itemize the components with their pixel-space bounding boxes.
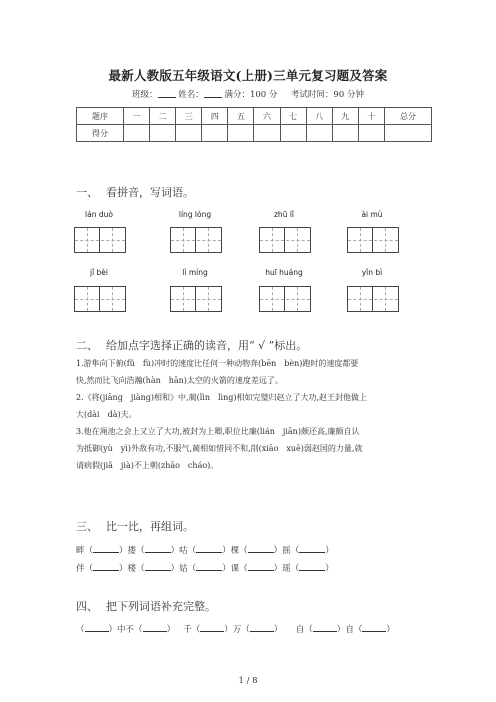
writing-grid[interactable] <box>259 286 311 312</box>
section-4-heading <box>76 598 216 614</box>
score-input-cell[interactable] <box>150 125 176 142</box>
section-2-heading <box>76 337 307 353</box>
idiom-part: 自 <box>295 625 305 635</box>
passage-line: 1.游隼向下俯(fǔ fù)冲时的速度比任何一种动物奔(bēn bèn)跑时的速度都要 <box>76 359 359 368</box>
answer-blank[interactable] <box>145 562 171 571</box>
section-number: 一、 <box>76 186 98 199</box>
section-title: 给加点字选择正确的读音，用“ √ ”标出。 <box>106 339 308 352</box>
compare-char: 咕 <box>179 546 188 556</box>
score-input-cell[interactable] <box>385 125 432 142</box>
score-cell: 总分 <box>385 108 432 125</box>
score-input-cell[interactable] <box>332 125 358 142</box>
pinyin-label: zhū lǐ <box>274 210 294 219</box>
score-input-cell[interactable] <box>176 125 202 142</box>
section-title: 比一比，再组词。 <box>106 520 194 533</box>
compare-char: 摇 <box>282 546 291 556</box>
section-title: 把下列词语补充完整。 <box>106 600 216 613</box>
writing-grid[interactable] <box>74 286 126 312</box>
score-row-label: 得分 <box>77 125 124 142</box>
compare-row-2: 伴（ ）楼（ ）姑（ ）课（ ）瑶（ ） <box>76 564 334 574</box>
writing-grid[interactable] <box>347 227 399 253</box>
score-cell: 六 <box>254 108 280 125</box>
answer-blank[interactable] <box>85 623 109 632</box>
score-cell: 九 <box>332 108 358 125</box>
answer-blank[interactable] <box>299 562 325 571</box>
score-cell: 三 <box>176 108 202 125</box>
score-cell: 五 <box>228 108 254 125</box>
pinyin-label: ài mù <box>361 210 383 219</box>
answer-blank[interactable] <box>248 562 274 571</box>
answer-blank[interactable] <box>93 562 119 571</box>
section-number: 四、 <box>76 600 98 613</box>
compare-char: 瑶 <box>282 564 291 574</box>
idiom-part: 中不 <box>117 625 135 635</box>
section-number: 三、 <box>76 520 98 533</box>
writing-grid[interactable] <box>347 286 399 312</box>
answer-blank[interactable] <box>250 623 274 632</box>
score-input-cell[interactable] <box>358 125 384 142</box>
answer-blank[interactable] <box>248 544 274 553</box>
score-cell: 题序 <box>77 108 124 125</box>
score-cell: 七 <box>280 108 306 125</box>
reading-passage <box>76 355 426 474</box>
class-blank <box>158 89 176 98</box>
answer-blank[interactable] <box>143 623 167 632</box>
full-score: 满分：100 分 <box>224 90 278 100</box>
writing-grid[interactable] <box>259 227 311 253</box>
section-number: 二、 <box>76 339 98 352</box>
idiom-part: 自 <box>345 625 354 635</box>
score-table-header-row <box>77 108 432 125</box>
score-input-cell[interactable] <box>280 125 306 142</box>
answer-blank[interactable] <box>93 544 119 553</box>
compare-char: 伴 <box>76 564 85 574</box>
answer-blank[interactable] <box>362 623 386 632</box>
passage-line: 为抵御(yù yì)外敌有功,不服气,蔺相如惜同不和,削(xiāo xuē)弱赵国的力量,就 <box>76 444 363 453</box>
passage-line: 快,然而比飞向浩瀚(hàn hān)太空的火箭的速度差远了。 <box>76 376 283 385</box>
score-cell: 八 <box>306 108 332 125</box>
compare-char: 畔 <box>76 546 85 556</box>
writing-grid[interactable] <box>170 286 222 312</box>
passage-line: 2.《将(jiāng jiàng)相和》中,蔺(lìn lìng)相如完璧归赵立了大功,赵王封他做上 <box>76 393 368 402</box>
section-1-heading <box>76 184 194 200</box>
compare-char: 姑 <box>179 564 188 574</box>
idiom-fill-row: （ ）中不（ ） 千（ ）万（ ） 自（ ）自（ ） <box>76 625 395 635</box>
score-cell: 二 <box>150 108 176 125</box>
passage-line: 请病假(jiǎ jià)不上朝(zhāo cháo)。 <box>76 461 219 470</box>
class-label: 班级： <box>132 90 158 100</box>
score-cell: 四 <box>202 108 228 125</box>
answer-blank[interactable] <box>299 544 325 553</box>
section-3-heading <box>76 518 194 534</box>
pinyin-label: lán duò <box>85 210 113 219</box>
score-input-cell[interactable] <box>202 125 228 142</box>
section-title: 看拼音，写词语。 <box>106 186 194 199</box>
writing-grid[interactable] <box>74 227 126 253</box>
score-input-cell[interactable] <box>254 125 280 142</box>
compare-char: 课 <box>230 564 240 574</box>
pinyin-label: jǐ bèi <box>89 268 108 277</box>
score-input-cell[interactable] <box>306 125 332 142</box>
score-input-cell[interactable] <box>228 125 254 142</box>
pinyin-label: yǐn bì <box>361 268 383 277</box>
score-table <box>76 107 432 142</box>
page-title: 最新人教版五年级语文(上册)三单元复习题及答案 <box>108 68 388 83</box>
compare-row-1: 畔（ ）搂（ ）咕（ ）棵（ ）摇（ ） <box>76 546 334 556</box>
score-cell: 十 <box>358 108 384 125</box>
pinyin-label: huī huáng <box>265 268 303 277</box>
page-number: 1 / 8 <box>238 676 258 686</box>
score-cell: 一 <box>124 108 150 125</box>
name-blank <box>204 89 222 98</box>
pinyin-label: lì míng <box>182 268 208 277</box>
answer-blank[interactable] <box>200 623 224 632</box>
idiom-part: 万 <box>232 625 242 635</box>
compare-char: 搂 <box>127 546 137 556</box>
idiom-part: 千 <box>183 625 192 635</box>
name-label: 姓名： <box>178 90 204 100</box>
answer-blank[interactable] <box>196 562 222 571</box>
passage-line: 3.他在渑池之会上又立了大功,被封为上卿,职位比廉(lián jiān)颇还高,廉颇自认 <box>76 427 360 436</box>
score-table-score-row <box>77 125 432 142</box>
compare-char: 楼 <box>127 564 137 574</box>
passage-line: 大(dài dà)夫。 <box>76 410 137 419</box>
exam-time: 考试时间：90 分钟 <box>290 90 364 100</box>
student-info-line <box>0 88 496 100</box>
score-input-cell[interactable] <box>124 125 150 142</box>
pinyin-label: líng lóng <box>178 210 212 219</box>
answer-blank[interactable] <box>145 544 171 553</box>
compare-char: 棵 <box>230 546 240 556</box>
answer-blank[interactable] <box>196 544 222 553</box>
answer-blank[interactable] <box>313 623 337 632</box>
writing-grid[interactable] <box>170 227 222 253</box>
